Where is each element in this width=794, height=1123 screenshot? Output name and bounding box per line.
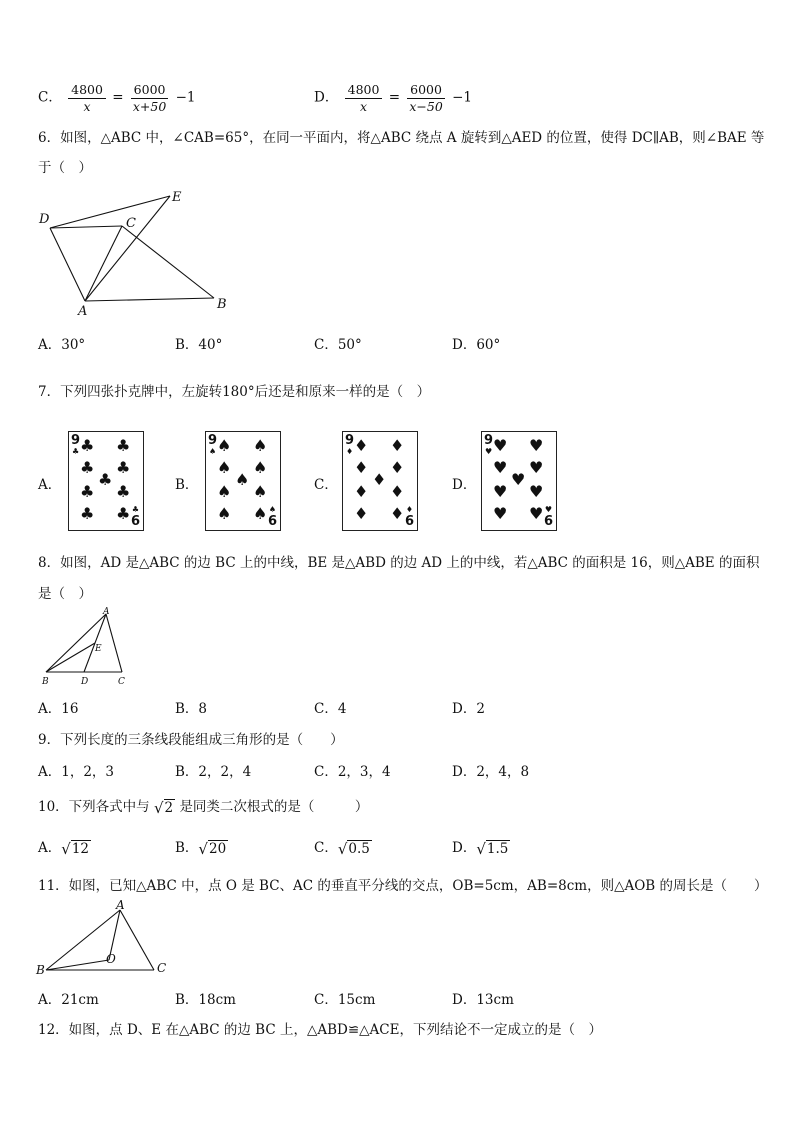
q11-figure: [34, 896, 174, 980]
label-c: C: [157, 961, 167, 975]
fraction: $\frac{4800}{x}$: [68, 82, 106, 114]
q8-figure: [36, 606, 136, 688]
label-d: D: [81, 677, 89, 687]
playing-card-diamonds: [342, 431, 418, 531]
label-a: A: [103, 607, 110, 617]
segment-bo: [46, 960, 109, 970]
card-pip-icon: ♠: [217, 436, 232, 455]
card-rank-bottom: 6: [267, 514, 277, 529]
card-pip-icon: ♠: [253, 504, 268, 523]
label-b: B: [42, 677, 49, 687]
label-b: B: [217, 297, 227, 312]
stem-text: 是同类二次根式的是（ ）: [179, 799, 369, 815]
label-e: E: [95, 644, 102, 654]
card-pip-icon: ♦: [354, 482, 369, 501]
option-label: C．: [38, 89, 62, 106]
card-rank-bottom: 6: [404, 514, 414, 529]
q9-option-b: B．2，2，4: [175, 764, 252, 780]
card-pip-icon: ♦: [372, 470, 387, 489]
fraction: $\frac{6000}{x-50}$: [406, 82, 445, 114]
card-pip-icon: ♠: [253, 436, 268, 455]
q10-option-b: B． √ 20: [175, 840, 227, 859]
square-root: √ 20: [198, 840, 227, 859]
card-pip-icon: ♦: [390, 482, 405, 501]
q11-option-a: A．21cm: [38, 992, 99, 1008]
segment-ba: [46, 614, 106, 672]
card-suit-small-top: ♦: [346, 447, 354, 456]
stem-text: 10．下列各式中与: [38, 799, 150, 815]
card-rank-top: 9: [345, 433, 355, 448]
card-pip-icon: ♠: [217, 458, 232, 477]
q6-option-a: A．30°: [38, 337, 86, 353]
card-pip-icon: ♦: [390, 504, 405, 523]
playing-card-spades: [205, 431, 281, 531]
card-pip-icon: ♠: [253, 458, 268, 477]
q7-option-c-label: C．: [314, 477, 338, 493]
card-pip-icon: ♦: [390, 436, 405, 455]
card-pip-icon: ♣: [80, 458, 95, 477]
card-pip-icon: ♥: [529, 458, 544, 477]
segment-be: [46, 643, 95, 672]
segment-ca: [85, 226, 122, 301]
card-pip-icon: ♣: [80, 436, 95, 455]
fraction: $\frac{4800}{x}$: [345, 82, 383, 114]
playing-card-hearts: [481, 431, 557, 531]
fraction: $\frac{6000}{x+50}$: [130, 82, 169, 114]
label-b: B: [36, 963, 45, 977]
card-pip-icon: ♦: [354, 436, 369, 455]
card-pip-icon: ♣: [116, 436, 131, 455]
q8-stem-line2: 是（ ）: [38, 586, 92, 602]
card-suit-small-bottom: ♥: [544, 505, 552, 514]
q7-stem: 7．下列四张扑克牌中，左旋转180°后还是和原来一样的是（ ）: [38, 384, 431, 400]
option-label: D．: [314, 89, 339, 106]
card-rank-top: 9: [71, 433, 81, 448]
q7-option-d-label: D．: [452, 477, 477, 493]
q11-stem: 11．如图，已知△ABC 中，点 O 是 BC、AC 的垂直平分线的交点，OB=5cm，AB=8cm，则△AOB 的周长是（ ）: [38, 878, 768, 894]
q7-option-a-label: A．: [38, 477, 62, 493]
card-suit-small-bottom: ♦: [405, 505, 413, 514]
segment-dc: [50, 226, 122, 228]
card-pip-icon: ♣: [116, 482, 131, 501]
q9-stem: 9．下列长度的三条线段能组成三角形的是（ ）: [38, 732, 344, 748]
q11-option-b: B．18cm: [175, 992, 236, 1008]
label-a: A: [116, 898, 125, 912]
q9-option-a: A．1，2，3: [38, 764, 115, 780]
segment-de: [50, 196, 170, 228]
q10-option-d: D． √ 1.5: [452, 840, 509, 859]
card-pip-icon: ♣: [116, 504, 131, 523]
card-pip-icon: ♣: [80, 482, 95, 501]
card-rank-top: 9: [208, 433, 218, 448]
card-pip-icon: ♠: [217, 504, 232, 523]
q5-option-d: [314, 82, 472, 114]
card-pip-icon: ♦: [354, 504, 369, 523]
card-suit-small-top: ♥: [485, 447, 493, 456]
q11-option-c: C．15cm: [314, 992, 376, 1008]
card-pip-icon: ♥: [529, 504, 544, 523]
segment-ae: [85, 196, 170, 301]
expression-tail: −1: [452, 89, 472, 106]
card-pip-icon: ♠: [217, 482, 232, 501]
label-o: O: [106, 952, 116, 966]
card-suit-small-bottom: ♣: [131, 505, 139, 514]
card-pip-icon: ♥: [493, 504, 508, 523]
square-root: √ 2: [153, 799, 174, 818]
q10-option-a: A． √ 12: [38, 840, 89, 859]
card-pip-icon: ♥: [493, 436, 508, 455]
card-pip-icon: ♥: [529, 482, 544, 501]
q6-option-c: C．50°: [314, 337, 362, 353]
q6-option-d: D．60°: [452, 337, 501, 353]
q9-option-c: C．2，3，4: [314, 764, 391, 780]
card-pip-icon: ♠: [235, 470, 250, 489]
card-pip-icon: ♠: [253, 482, 268, 501]
card-rank-bottom: 6: [543, 514, 553, 529]
q10-stem: [38, 795, 368, 816]
q6-stem-line1: 6．如图，△ABC 中，∠CAB=65°，在同一平面内，将△ABC 绕点 A 旋转到△AED 的位置，使得 DC∥AB，则∠BAE 等: [38, 130, 765, 146]
card-suit-small-bottom: ♠: [268, 505, 276, 514]
q5-option-c: [38, 82, 196, 114]
square-root: √ 1.5: [476, 840, 509, 859]
square-root: √ 12: [61, 840, 89, 859]
q7-option-b-label: B．: [175, 477, 199, 493]
segment-ac: [106, 614, 122, 672]
q8-stem-line1: 8．如图，AD 是△ABC 的边 BC 上的中线，BE 是△ABD 的边 AD 上的中线，若△ABC 的面积是 16，则△ABE 的面积: [38, 555, 760, 571]
q8-option-d: D．2: [452, 701, 485, 717]
label-c: C: [126, 216, 136, 231]
label-d: D: [39, 212, 50, 227]
card-pip-icon: ♥: [493, 458, 508, 477]
q8-option-b: B．8: [175, 701, 208, 717]
card-suit-small-top: ♣: [72, 447, 80, 456]
card-pip-icon: ♥: [493, 482, 508, 501]
q11-option-d: D．13cm: [452, 992, 514, 1008]
label-e: E: [172, 190, 182, 205]
card-pip-icon: ♥: [511, 470, 526, 489]
expression-tail: −1: [175, 89, 196, 106]
card-rank-top: 9: [484, 433, 494, 448]
label-a: A: [78, 304, 88, 318]
segment-cb: [122, 226, 214, 298]
equals-sign: =: [112, 89, 124, 106]
q9-option-d: D．2，4，8: [452, 764, 530, 780]
label-c: C: [118, 677, 125, 687]
card-pip-icon: ♣: [80, 504, 95, 523]
q8-option-c: C．4: [314, 701, 347, 717]
q12-stem: 12．如图，点 D、E 在△ABC 的边 BC 上，△ABD≌△ACE，下列结论不一定成立的是（ ）: [38, 1022, 602, 1038]
playing-card-clubs: [68, 431, 144, 531]
segment-ab: [85, 298, 214, 301]
card-pip-icon: ♦: [354, 458, 369, 477]
q6-stem-line2: 于（ ）: [38, 160, 92, 176]
card-pip-icon: ♦: [390, 458, 405, 477]
equals-sign: =: [388, 89, 401, 106]
square-root: √ 0.5: [337, 840, 370, 859]
q6-option-b: B．40°: [175, 337, 223, 353]
q10-option-c: C． √ 0.5: [314, 840, 370, 859]
q6-figure: [30, 186, 240, 318]
card-rank-bottom: 6: [130, 514, 140, 529]
card-pip-icon: ♣: [116, 458, 131, 477]
card-pip-icon: ♣: [98, 470, 113, 489]
card-pip-icon: ♥: [529, 436, 544, 455]
segment-da: [50, 228, 85, 301]
card-suit-small-top: ♠: [209, 447, 217, 456]
segment-ac: [120, 910, 154, 970]
q8-option-a: A．16: [38, 701, 79, 717]
